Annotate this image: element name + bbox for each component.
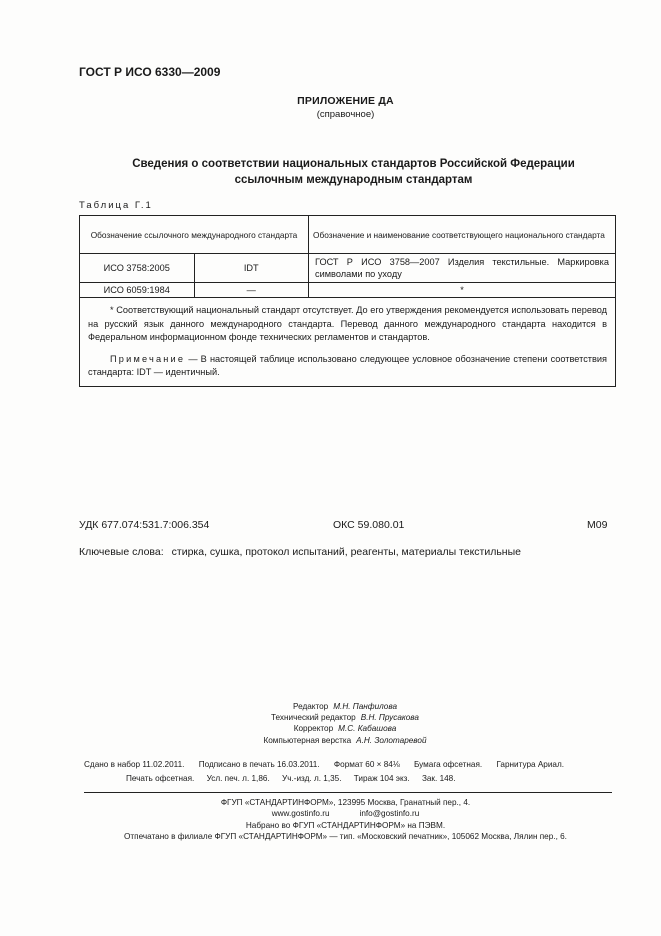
header-international-standard: Обозначение ссылочного международного стандарта <box>80 216 309 254</box>
credit-value: В.Н. Прусакова <box>360 713 419 723</box>
table-notes <box>80 298 616 387</box>
printer-contacts <box>0 808 661 819</box>
footnote: * Соответствующий национальный стандарт отсутствует. До его утверждения рекомендуется использовать перевод на русский язык данного международного стандарта. Перевод данного международного стандарта находится в Федеральном информационном фонде технических регламентов и стандартов. <box>88 305 607 342</box>
table-row <box>80 254 616 283</box>
pub-print-run: Тираж 104 экз. <box>353 774 410 783</box>
pub-printing: Печать офсетная. <box>126 774 195 783</box>
printer-website[interactable]: www.gostinfo.ru <box>271 809 330 819</box>
publication-line-1 <box>84 760 576 769</box>
credit-row <box>230 701 460 712</box>
note-text: — В настоящей таблице использовано следующее условное обозначение степени соответствия стандарта: IDT — идентичный. <box>88 353 607 377</box>
pub-typeset-date: Сдано в набор 11.02.2011. <box>84 760 185 769</box>
pub-paper: Бумага офсетная. <box>413 760 483 769</box>
pub-print-sheets: Усл. печ. л. 1,86. <box>206 774 270 783</box>
pub-publisher-sheets: Уч.-изд. л. 1,35. <box>282 774 342 783</box>
pub-typeface: Гарнитура Ариал. <box>496 760 565 769</box>
note <box>88 353 607 380</box>
heading-line-1: Сведения о соответствии национальных стандартов Российской Федерации <box>132 158 575 170</box>
credit-value: А.Н. Золотаревой <box>356 735 427 745</box>
printer-address: ФГУП «СТАНДАРТИНФОРМ», 123995 Москва, Гранатный пер., 4. <box>220 798 471 807</box>
credit-value: М.Н. Панфилова <box>333 702 397 711</box>
credit-value: М.С. Кабашова <box>338 724 397 734</box>
correspondence-table <box>79 215 616 387</box>
table-header-row <box>80 216 616 254</box>
row-2-degree: — <box>194 283 309 298</box>
credit-label: Корректор <box>293 724 334 734</box>
pub-format: Формат 60 × 84⅛ <box>333 760 400 769</box>
credit-label: Технический редактор <box>271 713 356 723</box>
credit-label: Компьютерная верстка <box>263 735 352 745</box>
pub-order: Зак. 148. <box>421 774 456 783</box>
table-notes-row <box>80 298 616 387</box>
pub-signed-date: Подписано в печать 16.03.2011. <box>198 760 320 769</box>
udc-code: УДК 677.074:531.7:006.354 <box>79 519 210 531</box>
keywords-text: стирка, сушка, протокол испытаний, реагенты, материалы текстильные <box>171 546 521 558</box>
credit-label: Редактор <box>292 702 329 711</box>
row-1-code: ИСО 3758:2005 <box>80 254 195 283</box>
row-1-national-standard: ГОСТ Р ИСО 3758—2007 Изделия текстильные. Маркировка символами по уходу <box>309 254 616 283</box>
keywords-label: Ключевые слова: <box>79 546 164 558</box>
row-2-national-standard: * <box>309 283 616 298</box>
table-label: Таблица Г.1 <box>79 200 153 211</box>
printer-info <box>0 797 661 843</box>
row-2-code: ИСО 6059:1984 <box>80 283 195 298</box>
credits <box>230 701 460 746</box>
divider <box>84 792 612 793</box>
credit-row <box>230 735 460 746</box>
publication-line-2 <box>126 774 466 783</box>
oks-code: ОКС 59.080.01 <box>333 519 405 531</box>
header-national-standard: Обозначение и наименование соответствующего национального стандарта <box>309 216 616 254</box>
printer-email[interactable]: info@gostinfo.ru <box>359 809 420 819</box>
row-1-degree: IDT <box>194 254 309 283</box>
section-heading <box>110 156 597 188</box>
printer-typeset: Набрано во ФГУП «СТАНДАРТИНФОРМ» на ПЭВМ. <box>245 820 446 830</box>
credit-row <box>230 712 460 723</box>
keywords <box>79 546 521 558</box>
group-code: М09 <box>587 519 608 531</box>
annex-subtitle: (справочное) <box>316 109 375 120</box>
annex-title: ПРИЛОЖЕНИЕ ДА <box>297 95 394 107</box>
heading-line-2: ссылочным международным стандартам <box>234 174 473 186</box>
printer-printed: Отпечатано в филиале ФГУП «СТАНДАРТИНФОРМ» — тип. «Московский печатник», 105062 Москва, Лялин пер., 6. <box>124 832 567 842</box>
table-row <box>80 283 616 298</box>
credit-row <box>230 723 460 734</box>
note-label: Примечание <box>110 353 186 364</box>
standard-id: ГОСТ Р ИСО 6330—2009 <box>79 65 221 79</box>
